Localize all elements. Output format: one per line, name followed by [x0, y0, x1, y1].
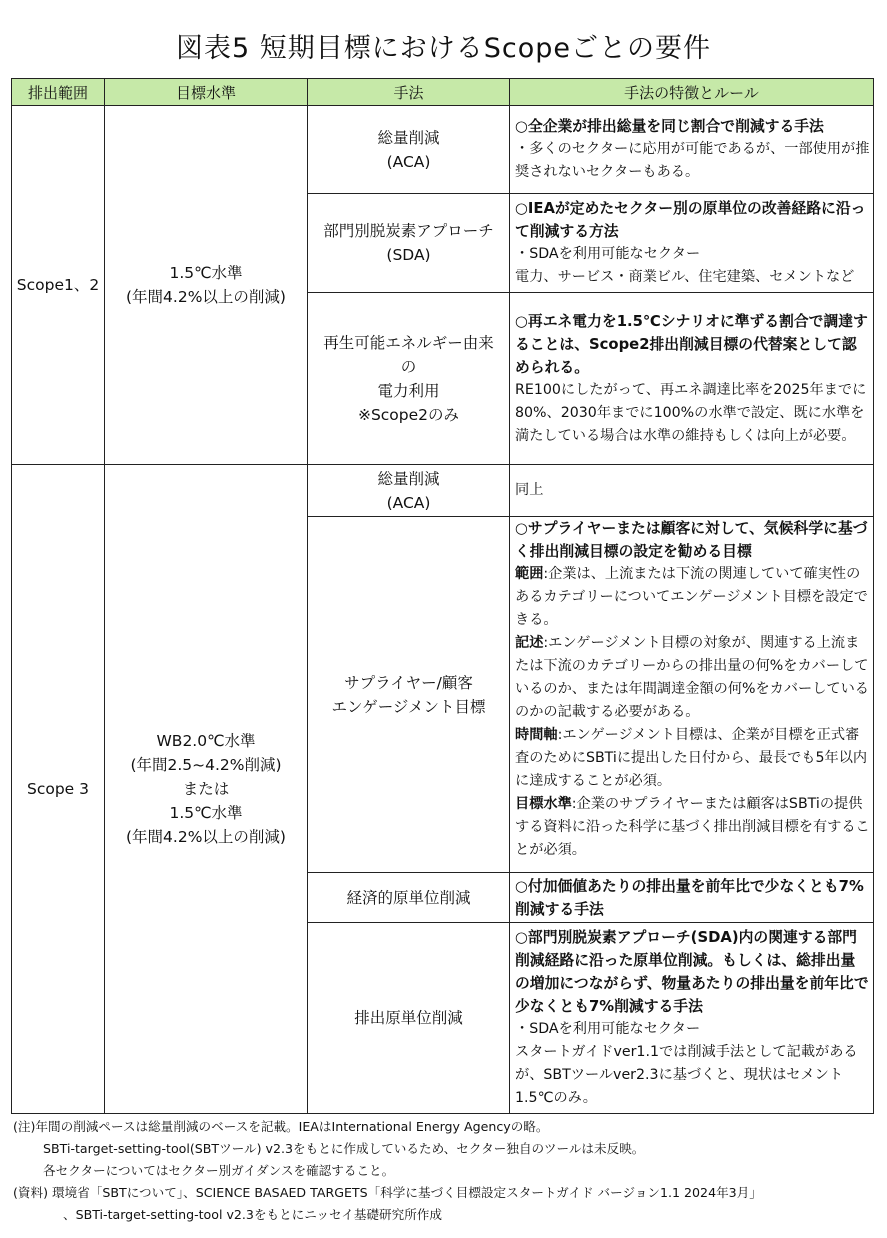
source-line-2: 、SBTi-target-setting-tool v2.3をもとにニッセイ基礎研究所作成 [63, 1207, 442, 1222]
scope3-range-cell [12, 465, 105, 1114]
scope3-range: Scope 3 [26, 780, 89, 798]
method-cell [308, 194, 510, 293]
rules-cell [510, 517, 874, 873]
footnotes [13, 1116, 883, 1226]
method-abbr: (ACA) [386, 152, 431, 171]
rule-paragraph [515, 724, 870, 793]
rules-cell [510, 293, 874, 465]
rule-heading: ○部門別脱炭素アプローチ(SDA)内の関連する部門削減経路に沿った原単位削減。もしくは、総排出量の増加につながらず、物量あたりの排出量を前年比で少なくとも7%削減する手法 [515, 929, 869, 1015]
method-name-cont: エンゲージメント目標 [331, 697, 486, 716]
source-line-1: (資料) 環境省「SBTについて」、SCIENCE BASAED TARGETS「科学に基づく目標設定スタートガイド バージョン1.1 2024年3月」 [13, 1185, 762, 1200]
table-row [12, 106, 874, 194]
method-cell [308, 293, 510, 465]
page-title: 図表5 短期目標におけるScopeごとの要件 [175, 33, 711, 64]
method-name: 経済的原単位削減 [346, 888, 471, 907]
rule-text: :エンゲージメント目標は、企業が目標を正式審査のためにSBTiに提出した日付から、最長でも5年以内に達成することが必須。 [515, 727, 868, 789]
rule-label: 目標水準 [515, 796, 572, 812]
rule-paragraph [515, 793, 870, 862]
method-cell [308, 106, 510, 194]
rule-body: ・多くのセクターに応用が可能であるが、一部使用が推奨されないセクターもある。 [515, 141, 870, 180]
header-method: 手法 [308, 79, 510, 106]
scope12-range-cell [12, 106, 105, 465]
note-line-2: SBTi-target-setting-tool(SBTツール) v2.3をもとに作成しているため、セクター独自のツールは未反映。 [43, 1141, 645, 1156]
rules-cell [510, 194, 874, 293]
rule-body-2: 電力、サービス・商業ビル、住宅建築、セメントなど [515, 269, 855, 285]
scope12-range: Scope1、2 [16, 276, 100, 294]
method-cell [308, 465, 510, 517]
note-line-1: (注)年間の削減ペースは総量削減のベースを記載。IEAはInternational Energy Agencyの略。 [13, 1119, 549, 1134]
method-name: 再生可能エネルギー由来 [323, 333, 494, 352]
scope3-target-line5: (年間4.2%以上の削減) [126, 828, 286, 846]
rule-body-1: ・SDAを利用可能なセクター [515, 1021, 701, 1037]
method-cell [308, 517, 510, 873]
rules-cell [510, 465, 874, 517]
rule-label: 範囲 [515, 566, 544, 582]
rule-paragraph [515, 563, 870, 632]
rule-heading: ○IEAが定めたセクター別の原単位の改善経路に沿って削減する方法 [515, 200, 866, 240]
method-name: 排出原単位削減 [354, 1009, 463, 1027]
rule-heading: ○再エネ電力を1.5℃シナリオに準ずる割合で調達することは、Scope2排出削減目標の代替案として認められる。 [515, 312, 868, 376]
scope12-target-cell [105, 106, 308, 465]
requirements-table [11, 78, 874, 1114]
header-target: 目標水準 [105, 79, 308, 106]
table-row [12, 465, 874, 517]
header-range: 排出範囲 [12, 79, 105, 106]
rule-body-2: スタートガイドver1.1では削減手法として記載があるが、SBTツールver2.3に基づくと、現状はセメント1.5℃のみ。 [515, 1044, 858, 1106]
rule-body-1: ・SDAを利用可能なセクター [515, 246, 701, 262]
method-abbr: (SDA) [386, 246, 431, 264]
rule-text: :企業のサプライヤーまたは顧客はSBTiの提供する資料に沿った科学に基づく排出削減目標を有することが必須。 [515, 796, 870, 858]
header-rules: 手法の特徴とルール [510, 79, 874, 106]
rule-body: RE100にしたがって、再エネ調達比率を2025年までに80%、2030年までに100%の水準で設定、既に水準を満たしている場合は水準の維持もしくは向上が必要。 [515, 381, 867, 444]
scope3-target-line2: (年間2.5~4.2%削減) [130, 756, 282, 774]
method-name-cont: の [400, 357, 417, 376]
scope3-target-line4: 1.5℃水準 [169, 804, 243, 822]
rule-text: :企業は、上流または下流の関連していて確実性のあるカテゴリーについてエンゲージメント目標を設定できる。 [515, 566, 868, 628]
header-row [12, 79, 874, 106]
method-abbr: (ACA) [386, 493, 431, 512]
scope12-target-line2: (年間4.2%以上の削減) [126, 288, 286, 306]
rules-cell [510, 923, 874, 1114]
rule-body: 同上 [515, 482, 544, 498]
method-name: 部門別脱炭素アプローチ [323, 222, 494, 240]
method-cell [308, 923, 510, 1114]
rule-paragraph [515, 632, 870, 724]
rule-text: :エンゲージメント目標の対象が、関連する上流または下流のカテゴリーからの排出量の何%をカバーしているのか、または年間調達金額の何%をカバーしているのかの記載する必要がある。 [515, 635, 869, 720]
rule-label: 時間軸 [515, 727, 558, 743]
method-name-cont: 電力利用 [377, 381, 440, 400]
rules-cell [510, 873, 874, 923]
scope3-target-line3: または [182, 780, 230, 798]
method-cell [308, 873, 510, 923]
rule-heading: ○付加価値あたりの排出量を前年比で少なくとも7%削減する手法 [515, 877, 864, 918]
rule-heading: ○全企業が排出総量を同じ割合で削減する手法 [515, 118, 824, 135]
scope12-target-line1: 1.5℃水準 [169, 264, 243, 282]
method-note: ※Scope2のみ [357, 405, 460, 424]
rule-label: 記述 [515, 635, 544, 651]
rule-heading: ○サプライヤーまたは顧客に対して、気候科学に基づく排出削減目標の設定を勧める目標 [515, 520, 868, 560]
scope3-target-cell [105, 465, 308, 1114]
method-name: 総量削減 [377, 128, 440, 147]
method-name: サプライヤー/顧客 [344, 673, 473, 692]
rules-cell [510, 106, 874, 194]
note-line-3: 各セクターについてはセクター別ガイダンスを確認すること。 [43, 1163, 395, 1178]
scope3-target-line1: WB2.0℃水準 [156, 732, 256, 750]
method-name: 総量削減 [377, 469, 440, 488]
